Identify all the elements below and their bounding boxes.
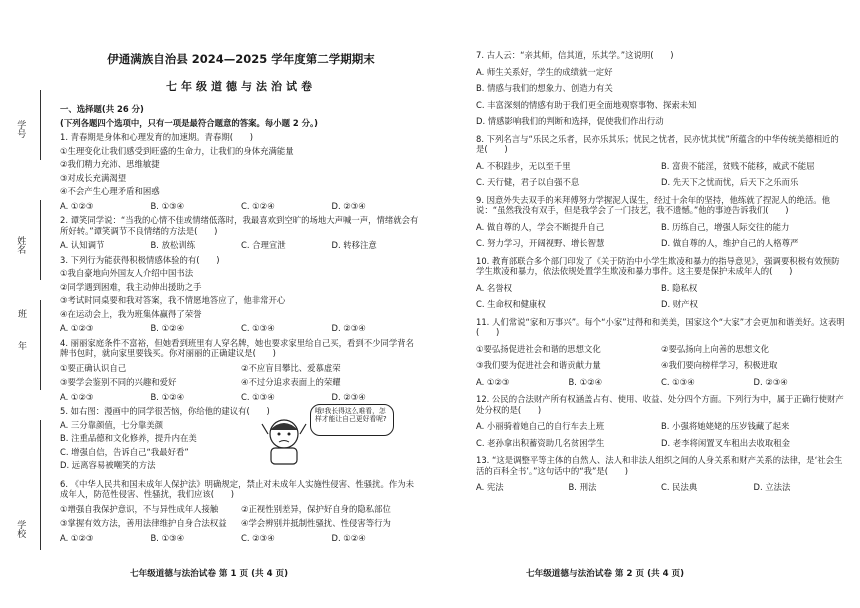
q11-options — [476, 377, 846, 388]
q13-option-a: A. 宪法 — [476, 482, 504, 492]
question-4: 4. 丽丽家庭条件不富裕，但她看到班里有人穿名牌，她也要求家里给自己买，看到不少同学背名牌书包时，就向家里要钱买。你对丽丽的正确建议是( ) — [60, 337, 415, 359]
q11-option-c: C. ①③④ — [661, 376, 695, 387]
q4-option-b: B. ①②④ — [150, 391, 185, 402]
q8-options-row1 — [476, 161, 846, 172]
q1-option-c: C. ①②④ — [241, 200, 275, 211]
q12-options-row2 — [476, 438, 846, 449]
q4-items-row1 — [60, 363, 422, 374]
q7-option-b: B. 情感与我们的想象力、创造力有关 — [476, 83, 613, 93]
q6-item: ①增强自我保护意识，不与异性成年人接触 — [60, 503, 219, 514]
q5-option-b: B. 注重品德和文化修养，提升内在美 — [60, 433, 197, 444]
q11-items-row2 — [476, 360, 846, 371]
question-11: 11. 人们常说“家和万事兴”。每个“小家”过得和和美美，国家这个“大家”才会更加和谐美好。这表明( ) — [476, 316, 845, 337]
class-label: 班 — [18, 310, 28, 320]
q10-options-row2 — [476, 299, 846, 310]
q11-option-a: A. ①②③ — [476, 376, 510, 387]
grade-label: 年 — [18, 342, 28, 352]
q5-option-c: C. 增强自信，告诉自己“我最好看” — [60, 446, 189, 457]
q8-options-row2 — [476, 177, 846, 188]
q4-item: ②不应盲目攀比、爱慕虚荣 — [241, 362, 341, 373]
q12-options-row1 — [476, 421, 846, 432]
q4-item: ①要正确认识自己 — [60, 362, 127, 373]
q11-item: ②要弘扬向上向善的思想文化 — [661, 343, 770, 354]
q11-option-b: B. ①②④ — [568, 376, 603, 387]
q11-item: ①要弘扬促进社会和谐的思想文化 — [476, 343, 601, 354]
q5-option-d: D. 远离容易被嘲笑的方法 — [60, 460, 156, 471]
q2-option-a: A. 认知调节 — [60, 240, 105, 251]
class-line — [40, 300, 41, 390]
q2-options — [60, 240, 422, 251]
q12-option-a: A. 小丽骑着她自己的自行车去上班 — [476, 421, 605, 431]
q8-option-d: D. 先天下之忧而忧，后天下之乐而乐 — [661, 177, 799, 187]
question-5: 5. 如右图：漫画中的同学很苦恼，你给他的建议有( ) — [60, 406, 270, 417]
student-id-line — [40, 90, 41, 160]
q11-option-d: D. ②③④ — [753, 376, 788, 387]
school-line — [40, 420, 41, 550]
q3-item: ③考试时同桌要和我对答案，我不情愿地答应了，他非常开心 — [60, 295, 286, 306]
q6-option-b: B. ①③④ — [150, 532, 185, 543]
question-1: 1. 青春期是身体和心理发育的加速期。青春期( ) — [60, 132, 254, 143]
q4-options — [60, 392, 422, 403]
page-2-footer: 七年级道德与法治试卷 第 2 页 (共 4 页) — [526, 569, 685, 580]
question-9: 9. 因意外失去双手的米拜傅努力学握泥人谋生，经过十余年的坚持，他练就了捏泥人的绝活。他说：“虽然我没有双手，但是我学会了一门技艺，我不遗憾。”他的事迹告诉我们( ) — [476, 194, 831, 215]
q3-item: ②同学遇到困难，我主动伸出援助之手 — [60, 281, 202, 292]
q3-options — [60, 323, 422, 334]
q3-item: ④在运动会上，我为班集体赢得了荣誉 — [60, 308, 202, 319]
q1-option-a: A. ①②③ — [60, 200, 94, 211]
question-2: 2. 谭笑同学说：“当我的心情不佳或情绪低落时，我最喜欢到空旷的场地大声喊一声，情绪就会有所好转。”谭笑调节不良情绪的方法是( ) — [60, 215, 419, 236]
q13-option-b: B. 刑法 — [568, 482, 597, 492]
q1-item: ②我们精力充沛、思维敏捷 — [60, 159, 160, 170]
q11-item: ③我们要为促进社会和谐贡献力量 — [476, 360, 601, 370]
q2-option-d: D. 转移注意 — [331, 240, 377, 251]
page-2 — [430, 0, 860, 608]
q4-item: ③要学会鉴别不同的兴趣和爱好 — [60, 377, 177, 388]
q12-option-c: C. 老孙拿出积蓄资助几名贫困学生 — [476, 437, 605, 448]
q1-item: ③对成长充满渴望 — [60, 172, 127, 183]
q10-option-a: A. 名誉权 — [476, 282, 513, 293]
q13-option-c: C. 民法典 — [661, 482, 698, 492]
question-7: 7. 古人云：“亲其师，信其道，乐其学。”这说明( ) — [476, 50, 674, 60]
q3-option-a: A. ①②③ — [60, 323, 94, 334]
exam-title: 伊通满族自治县 2024—2025 学年度第二学期期末 — [107, 52, 375, 66]
q1-option-d: D. ②③④ — [331, 200, 366, 211]
question-13: 13. “这是调整平等主体的自然人、法人和非法人组织之间的人身关系和财产关系的法律，是‘社会生活的百科全书’。”这句话中的“我”是( ) — [476, 455, 843, 476]
q7-option-d: D. 情感影响我们的判断和选择，促使我们作出行动 — [476, 116, 664, 126]
page-1-footer: 七年级道德与法治试卷 第 1 页 (共 4 页) — [130, 569, 289, 580]
q1-option-b: B. ①③④ — [150, 200, 185, 211]
page-2-content — [476, 50, 846, 493]
q6-option-c: C. ②③④ — [241, 532, 275, 543]
page-1-content — [60, 0, 422, 543]
instruction: (下列各题四个选项中，只有一项是最符合题意的答案。每小题 2 分。) — [60, 117, 318, 128]
q9-options-row2 — [476, 238, 846, 249]
q6-options — [60, 533, 422, 544]
cartoon-boy-illustration — [258, 414, 310, 466]
student-id-label: 学号 — [15, 120, 26, 138]
exam-subtitle: 七年级道德与法治试卷 — [166, 80, 316, 94]
q9-options-row1 — [476, 222, 846, 233]
q11-items-row1 — [476, 344, 846, 355]
q6-option-a: A. ①②③ — [60, 532, 94, 543]
q10-option-c: C. 生命权和健康权 — [476, 299, 546, 309]
q4-items-row2 — [60, 377, 422, 388]
q7-option-a: A. 师生关系好，学生的成绩就一定好 — [476, 66, 613, 77]
q9-option-c: C. 努力学习，开阔视野、增长智慧 — [476, 238, 605, 248]
q6-items-row1 — [60, 504, 422, 515]
cartoon-speech-bubble: 哦!我长得这么难看，怎样才能让自己更好看呢? — [310, 404, 394, 436]
q3-item: ①我自豪地向外国友人介绍中国书法 — [60, 268, 194, 279]
q6-item: ②正视性别差异，保护好自身的隐私部位 — [241, 503, 391, 514]
q1-item: ①生理变化让我们感受到旺盛的生命力，让我们的身体充满能量 — [60, 145, 294, 156]
q9-option-a: A. 做自尊的人，学会不断提升自己 — [476, 221, 605, 232]
q1-options — [60, 201, 422, 212]
section-heading: 一、选择题(共 26 分) — [60, 104, 144, 115]
q4-option-c: C. ①③④ — [241, 391, 275, 402]
q3-option-b: B. ①②④ — [150, 323, 185, 334]
question-10: 10. 教育部联合多个部门印发了《关于防治中小学生欺凌和暴力的指导意见》，强调要积极有效预防学生欺凌和暴力，依法依规处置学生欺凌和暴力事件。这主要是保护未成年人的( ) — [476, 255, 840, 276]
q4-item: ④不过分追求表面上的荣耀 — [241, 377, 341, 388]
question-12: 12. 公民的合法财产所有权涵盖占有、使用、收益、处分四个方面。下列行为中，属于正确行使财产处分权的是( ) — [476, 394, 844, 415]
q10-option-b: B. 隐私权 — [661, 282, 698, 293]
q2-option-c: C. 合理宣泄 — [241, 240, 286, 251]
school-label: 学校 — [15, 520, 26, 538]
q10-option-d: D. 财产权 — [661, 299, 698, 309]
q6-item: ④学会辨别并抵制性骚扰、性侵害等行为 — [241, 518, 391, 529]
q3-option-d: D. ②③④ — [331, 323, 366, 334]
q4-option-d: D. ②③④ — [331, 391, 366, 402]
name-label: 姓名 — [15, 236, 26, 254]
q9-option-b: B. 历练自己，增强人际交往的能力 — [661, 221, 790, 232]
q6-item: ③掌握有效方法，善用法律维护自身合法权益 — [60, 518, 227, 529]
q9-option-d: D. 做自尊的人，维护自己的人格尊严 — [661, 238, 799, 248]
q8-option-c: C. 天行健，君子以自强不息 — [476, 177, 580, 187]
question-3: 3. 下列行为能获得积极情感体验的有( ) — [60, 254, 220, 265]
q8-option-a: A. 不积跬步，无以至千里 — [476, 160, 571, 171]
q13-option-d: D. 立法法 — [753, 482, 791, 492]
question-8: 8. 下列名言与“乐民之乐者，民亦乐其乐；忧民之忧者，民亦忧其忧”所蕴含的中华传统美德相近的是( ) — [476, 133, 839, 154]
q4-option-a: A. ①②③ — [60, 391, 94, 402]
q11-item: ④我们要向榜样学习，积极进取 — [661, 360, 778, 370]
binding-margin — [0, 0, 56, 608]
q13-options — [476, 482, 846, 493]
q6-items-row2 — [60, 518, 422, 529]
q3-option-c: C. ①③④ — [241, 323, 275, 334]
q12-option-b: B. 小强将她姥姥的压岁钱藏了起来 — [661, 421, 790, 431]
q8-option-b: B. 富贵不能淫，贫贱不能移，威武不能屈 — [661, 160, 815, 171]
q2-option-b: B. 放松训练 — [150, 240, 196, 251]
q12-option-d: D. 老李将闲置叉车租出去收取租金 — [661, 437, 791, 448]
q1-item: ④不会产生心理矛盾和困惑 — [60, 186, 160, 197]
name-line — [40, 200, 41, 280]
q5-option-a: A. 三分靠颜值，七分靠美颜 — [60, 419, 164, 430]
q7-option-c: C. 丰富深刻的情感有助于我们更全面地观察事物、探索未知 — [476, 99, 697, 110]
question-6: 6. 《中华人民共和国未成年人保护法》明确规定，禁止对未成年人实施性侵害、性骚扰。作为未成年人，防范性侵害、性骚扰，我们应该( ) — [60, 478, 415, 500]
q10-options-row1 — [476, 283, 846, 294]
q6-option-d: D. ①②④ — [331, 532, 366, 543]
